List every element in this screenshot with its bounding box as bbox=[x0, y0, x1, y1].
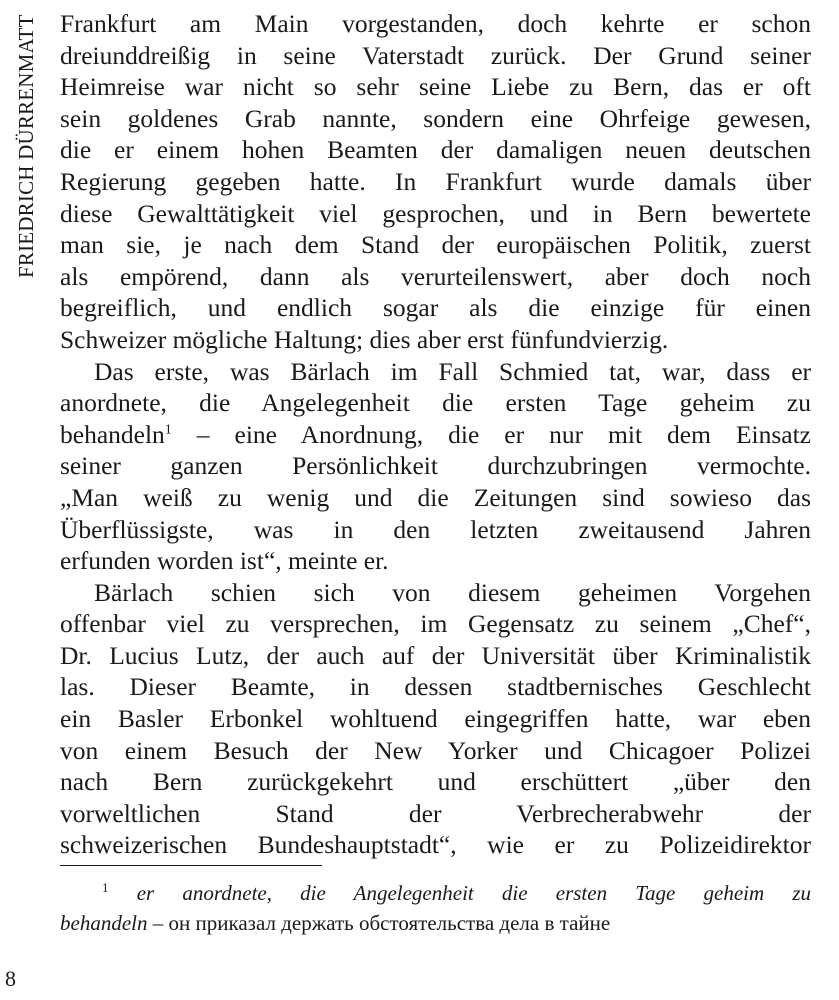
text-line: „Man weiß zu wenig und die Zeitungen sind sowieso das bbox=[60, 482, 811, 512]
footnote-line bbox=[60, 878, 811, 908]
text-line: ein Basler Erbonkel wohltuend eingegriffen hatte, war eben bbox=[60, 704, 811, 734]
footnote-marker: 1 bbox=[102, 880, 109, 895]
text-line: Überflüssigste, was in den letzten zweitausend Jahren bbox=[60, 514, 811, 544]
footnote-quote: er anordnete, die Angelegenheit die ersten Tage geheim zu bbox=[136, 881, 811, 905]
footnote-translation: – он приказал держать обстоятельства дела в тайне bbox=[147, 911, 611, 935]
paragraph-1 bbox=[60, 8, 811, 356]
text-line: Das erste, was Bärlach im Fall Schmied tat, war, dass er bbox=[94, 356, 811, 386]
paragraph-2 bbox=[60, 356, 811, 577]
text-line: Bärlach schien sich von diesem geheimen Vorgehen bbox=[94, 577, 811, 607]
text-line: Dr. Lucius Lutz, der auch auf der Universität über Kriminalistik bbox=[60, 640, 811, 670]
text-line: las. Dieser Beamte, in dessen stadtbernisches Geschlecht bbox=[60, 672, 811, 702]
text-line: nach Bern zurückgekehrt und erschüttert „über den bbox=[60, 767, 811, 797]
text-line: die er einem hohen Beamten der damaligen neuen deutschen bbox=[60, 135, 811, 165]
text-line: erfunden worden ist“, meinte er. bbox=[60, 546, 389, 576]
text-line: Schweizer mögliche Haltung; dies aber erst fünfundvierzig. bbox=[60, 324, 669, 354]
page-number: 8 bbox=[5, 966, 16, 991]
text-line: als empörend, dann als verurteilenswert, aber doch noch bbox=[60, 261, 811, 291]
text-line: vorweltlichen Stand der Verbrecherabwehr der bbox=[60, 798, 811, 828]
text-line: Regierung gegeben hatte. In Frankfurt wurde damals über bbox=[60, 166, 811, 196]
footnote-divider bbox=[60, 865, 322, 866]
text-line: dreiunddreißig in seine Vaterstadt zurück. Der Grund seiner bbox=[60, 40, 811, 70]
text-fragment: – eine Anordnung, die er nur mit dem Einsatz bbox=[171, 419, 811, 449]
text-line: Heimreise war nicht so sehr seine Liebe zu Bern, das er oft bbox=[60, 72, 811, 102]
text-line: man sie, je nach dem Stand der europäischen Politik, zuerst bbox=[60, 230, 811, 260]
text-line: von einem Besuch der New Yorker und Chicagoer Polizei bbox=[60, 735, 811, 765]
text-line: Frankfurt am Main vorgestanden, doch kehrte er schon bbox=[60, 9, 811, 38]
footnote bbox=[60, 878, 811, 938]
footnote-reference[interactable]: 1 bbox=[164, 422, 172, 438]
text-line: diese Gewalttätigkeit viel gesprochen, und in Bern bewertete bbox=[60, 198, 811, 228]
running-head-author: FRIEDRICH DÜRRENMATT bbox=[14, 14, 38, 278]
footnote-line bbox=[60, 908, 811, 938]
text-line: seiner ganzen Persönlichkeit durchzubringen vermochte. bbox=[60, 451, 811, 481]
text-line: schweizerischen Bundeshauptstadt“, wie er zu Polizeidirektor bbox=[60, 830, 811, 860]
body-text bbox=[60, 8, 811, 861]
text-line-with-footnote-ref bbox=[60, 419, 811, 451]
text-fragment: behandeln bbox=[60, 419, 165, 449]
text-line: sein goldenes Grab nannte, sondern eine Ohrfeige gewesen, bbox=[60, 103, 811, 133]
text-line: offenbar viel zu versprechen, im Gegensatz zu seinem „Chef“, bbox=[60, 609, 811, 639]
paragraph-3 bbox=[60, 577, 811, 861]
text-line: begreiflich, und endlich sogar als die einzige für einen bbox=[60, 293, 811, 323]
text-line: anordnete, die Angelegenheit die ersten Tage geheim zu bbox=[60, 388, 811, 418]
footnote-quote-end: behandeln bbox=[60, 911, 148, 935]
